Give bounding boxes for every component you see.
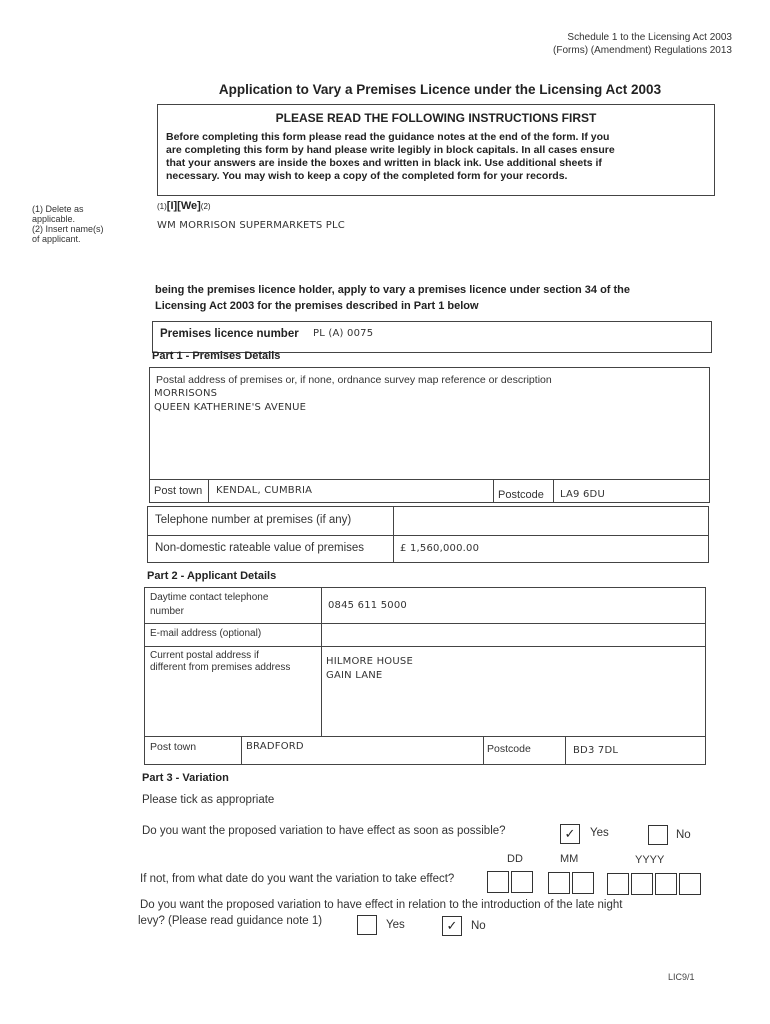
divider xyxy=(553,479,554,503)
check-icon: ✓ xyxy=(564,826,576,841)
divider xyxy=(393,536,394,562)
side-note-2-line1: (2) Insert name(s) xyxy=(32,224,104,234)
premises-address-line2[interactable]: QUEEN KATHERINE'S AVENUE xyxy=(154,402,307,413)
postal-address-line1[interactable]: HILMORE HOUSE xyxy=(326,656,413,667)
part3-subheading: Please tick as appropriate xyxy=(142,794,275,806)
date-year-box-3[interactable] xyxy=(655,873,677,895)
daytime-phone-label-line1: Daytime contact telephone xyxy=(150,592,269,603)
licence-number-value[interactable]: PL (A) 0075 xyxy=(313,328,374,339)
applicant-postcode-value[interactable]: BD3 7DL xyxy=(573,745,619,756)
premises-address-box xyxy=(149,367,710,503)
part2-heading: Part 2 - Applicant Details xyxy=(147,570,277,582)
date-month-box-1[interactable] xyxy=(548,872,570,894)
applicant-name[interactable]: WM MORRISON SUPERMARKETS PLC xyxy=(157,220,345,231)
statement-line-1: being the premises licence holder, apply to vary a premises licence under section 34 of the xyxy=(155,284,631,296)
postal-label-line2: different from premises address xyxy=(150,662,291,673)
instructions-heading: PLEASE READ THE FOLLOWING INSTRUCTIONS FIRST xyxy=(275,111,597,125)
licence-number-label: Premises licence number xyxy=(160,328,299,340)
q1-yes-label: Yes xyxy=(590,827,609,839)
side-note-2-line2: of applicant. xyxy=(32,234,81,244)
side-note-1-line1: (1) Delete as xyxy=(32,204,84,214)
licence-number-box xyxy=(152,321,712,353)
divider xyxy=(493,479,494,503)
divider xyxy=(208,479,209,503)
applicant-postcode-label: Postcode xyxy=(487,743,531,755)
instructions-line: that your answers are inside the boxes and written in black ink. Use additional sheets if xyxy=(166,157,602,169)
question-late-night-levy-line2: levy? (Please read guidance note 1) xyxy=(138,915,323,927)
premises-postcode-label: Postcode xyxy=(498,489,544,501)
statement-line-2: Licensing Act 2003 for the premises described in Part 1 below xyxy=(155,300,479,312)
postal-address-line2[interactable]: GAIN LANE xyxy=(326,670,383,681)
email-label: E-mail address (optional) xyxy=(150,628,262,639)
date-year-box-1[interactable] xyxy=(607,873,629,895)
divider xyxy=(241,736,242,764)
rateable-value-value[interactable]: £ 1,560,000.00 xyxy=(400,543,480,554)
premises-postcode-value[interactable]: LA9 6DU xyxy=(560,489,605,500)
schedule-line-1: Schedule 1 to the Licensing Act 2003 xyxy=(567,32,732,43)
part1-heading: Part 1 - Premises Details xyxy=(152,350,281,362)
schedule-line-2: (Forms) (Amendment) Regulations 2013 xyxy=(553,45,732,56)
divider xyxy=(321,588,322,736)
side-note-1-line2: applicable. xyxy=(32,214,76,224)
applicant-details-box xyxy=(144,587,706,765)
applicant-marker xyxy=(157,200,211,212)
q3-yes-checkbox[interactable] xyxy=(357,915,377,935)
form-code: LIC9/1 xyxy=(668,972,695,982)
telephone-premises-box xyxy=(147,506,709,536)
q1-no-checkbox[interactable] xyxy=(648,825,668,845)
applicant-post-town-value[interactable]: BRADFORD xyxy=(246,741,304,752)
date-yyyy-label: YYYY xyxy=(635,854,665,866)
date-year-box-2[interactable] xyxy=(631,873,653,895)
question-late-night-levy-line1: Do you want the proposed variation to have effect in relation to the introduction of the late night xyxy=(140,899,623,911)
check-icon: ✓ xyxy=(446,918,458,933)
instructions-line: necessary. You may wish to keep a copy of the completed form for your records. xyxy=(166,170,568,182)
divider xyxy=(393,507,394,535)
premises-post-town-label: Post town xyxy=(154,485,203,497)
premises-address-label: Postal address of premises or, if none, ordnance survey map reference or description xyxy=(156,374,552,386)
marker-post: (2) xyxy=(200,202,211,211)
instructions-box xyxy=(157,104,715,196)
side-notes xyxy=(32,204,104,244)
question-effective-date: If not, from what date do you want the variation to take effect? xyxy=(140,873,455,885)
date-dd-label: DD xyxy=(507,853,523,865)
premises-address-line1[interactable]: MORRISONS xyxy=(154,388,218,399)
q1-yes-checkbox[interactable] xyxy=(560,824,580,844)
instructions-line: are completing this form by hand please write legibly in block capitals. In all cases ensure xyxy=(166,144,615,156)
date-year-box-4[interactable] xyxy=(679,873,701,895)
divider xyxy=(150,479,709,480)
question-as-soon-as-possible: Do you want the proposed variation to have effect as soon as possible? xyxy=(142,825,506,837)
telephone-premises-label: Telephone number at premises (if any) xyxy=(155,514,352,526)
daytime-phone-value[interactable]: 0845 611 5000 xyxy=(328,600,407,611)
marker-main: [I][We] xyxy=(166,200,201,212)
q3-yes-label: Yes xyxy=(386,919,405,931)
divider xyxy=(145,736,705,737)
applicant-post-town-label: Post town xyxy=(150,741,197,753)
daytime-phone-label-line2: number xyxy=(150,606,184,617)
date-month-box-2[interactable] xyxy=(572,872,594,894)
q3-no-checkbox[interactable] xyxy=(442,916,462,936)
date-mm-label: MM xyxy=(560,853,579,865)
page-title: Application to Vary a Premises Licence under the Licensing Act 2003 xyxy=(218,82,662,97)
marker-pre: (1) xyxy=(157,202,167,211)
date-day-box-2[interactable] xyxy=(511,871,533,893)
divider xyxy=(483,736,484,764)
part3-heading: Part 3 - Variation xyxy=(142,772,229,784)
divider xyxy=(565,736,566,764)
postal-label-line1: Current postal address if xyxy=(150,650,259,661)
q1-no-label: No xyxy=(676,829,691,841)
instructions-line: Before completing this form please read the guidance notes at the end of the form. If you xyxy=(166,131,610,143)
rateable-value-box xyxy=(147,535,709,563)
rateable-value-label: Non-domestic rateable value of premises xyxy=(155,542,365,554)
date-day-box-1[interactable] xyxy=(487,871,509,893)
divider xyxy=(145,646,705,647)
divider xyxy=(145,623,705,624)
premises-post-town-value[interactable]: KENDAL, CUMBRIA xyxy=(216,485,313,496)
q3-no-label: No xyxy=(471,920,486,932)
